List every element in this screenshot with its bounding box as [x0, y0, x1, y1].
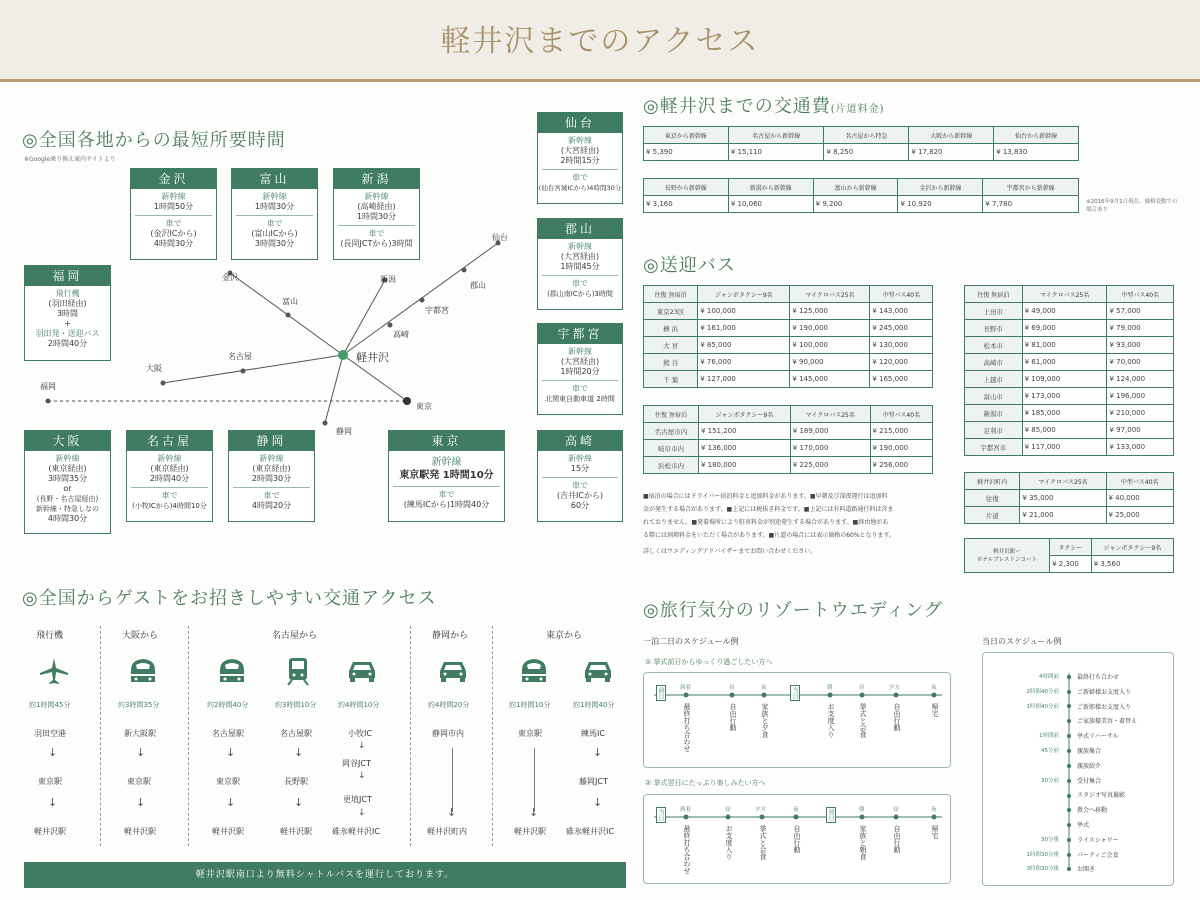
route-time: 約1時間45分 [29, 701, 71, 709]
schedule-event: お支度入り [725, 825, 733, 860]
city-box-utsunomiya: 宇都宮 新幹線 (大宮経由) 1時間20分 車で 北関東自動車道 2時間 [537, 323, 623, 415]
route-node: 岡谷JCT [342, 759, 371, 768]
plan-1-label: ① 挙式前日からゆっくり過ごしたい方へ [645, 658, 773, 666]
table-row: 長野市 ¥ 69,000 ¥ 79,000 [965, 320, 1174, 337]
route-node: 羽田空港 [34, 729, 66, 738]
table-row: ¥ 2,300 ¥ 3,560 [965, 556, 1174, 573]
map-label-utsunomiya: 宇都宮 [425, 306, 449, 315]
fares-title: ◎軽井沢までの交通費(片道料金) [643, 96, 885, 117]
day-tag: 翌日 [827, 809, 834, 821]
route-node: 名古屋駅 [212, 729, 244, 738]
route-time: 約3時間10分 [275, 701, 317, 709]
table-row: 岐阜市内 ¥ 136,000 ¥ 170,000 ¥ 190,000 [644, 440, 933, 457]
table-row: 横 浜 ¥ 161,000 ¥ 190,000 ¥ 245,000 [644, 320, 933, 337]
schedule-event: 最終打ち合わせ [683, 825, 691, 874]
route-time: 約3時間35分 [118, 701, 160, 709]
city-box-takasaki: 高崎 新幹線 15分 車で (吉井ICから) 60分 [537, 430, 623, 522]
bus-table-3: 往復 無宿泊 マイクロバス25名 中型バス40名 上田市 ¥ 49,000 ¥ 57,000 長野市 ¥ 69,000 ¥ 79,000 松本市 ¥ 81,000 ¥ 93,000 高崎市 ¥ 61,000 ¥ 70,000 上越市 ¥ 109,000 ¥ 124,000 富山市 ¥ 173,000 ¥ 196,000 新潟市 ¥ 185,000 ¥ 210,000 足利市 ¥ 85,000 ¥ 97,000 宇都宮市 ¥ 117,000 ¥ 133,000 [964, 285, 1174, 456]
same-day-label: 当日のスケジュール例 [982, 637, 1062, 646]
schedule-event: 自由行動 [729, 703, 737, 731]
timeline-row: 挙式 [1077, 821, 1090, 829]
timeline-row: 4時間前 最終打ち合わせ [1039, 674, 1120, 681]
group-header-nagoya: 名古屋から [272, 631, 318, 641]
route-time: 約4時間10分 [338, 701, 380, 709]
plan-1-schedule: 前日 当日 到着 昼 夜 朝 昼 夕方 夜 最終打ち合わせ 自由行動 家族と夕食 お支度入り 挙式と会食 自由行動 帰宅 [643, 672, 951, 768]
resort-title: ◎旅行気分のリゾートウエディング [643, 600, 943, 621]
city-box-sendai: 仙台 新幹線 (大宮経由) 2時間15分 車で (仙台宮城ICから)4時間30分 [537, 112, 623, 204]
city-box-fukuoka: 福岡 飛行機 (羽田経由) 3時間 + 羽田発・送迎バス 2時間40分 [24, 265, 111, 361]
route-node: 静岡市内 [432, 729, 464, 738]
plan-2-label: ② 挙式翌日にたっぷり楽しみたい方へ [645, 779, 766, 787]
route-node: 軽井沢町内 [427, 827, 467, 836]
map-label-fukuoka: 福岡 [40, 382, 56, 391]
map-label-koriyama: 郡山 [470, 281, 486, 290]
city-box-tokyo: 東京 新幹線 東京駅発 1時間10分 車で (練馬ICから)1時間40分 [388, 430, 505, 522]
city-box-osaka: 大阪 新幹線 (東京経由) 3時間35分 or (長野・名古屋経由) 新幹線・特急しなの 4時間30分 [24, 430, 111, 534]
route-node: 東京駅 [38, 777, 62, 786]
fares-table-1 [643, 126, 1079, 161]
table-row: 千 葉 ¥ 127,000 ¥ 145,000 ¥ 165,000 [644, 371, 933, 388]
map-label-toyama: 富山 [282, 297, 298, 306]
route-node: 更埴JCT [343, 795, 372, 804]
guest-access-title: ◎全国からゲストをお招きしやすい交通アクセス [22, 588, 437, 609]
timeline-row: 2時間40分前 ご新婦様お支度入り [1026, 688, 1132, 696]
route-node: 東京駅 [518, 729, 542, 738]
route-time: 約1時間10分 [509, 701, 551, 709]
bus-title: ◎送迎バス [643, 255, 736, 276]
schedule-event: 家族と朝食 [859, 825, 867, 860]
table-row: 新潟市 ¥ 185,000 ¥ 210,000 [965, 405, 1174, 422]
two-day-label: 一泊二日のスケジュール例 [643, 637, 739, 646]
map-label-takasaki: 高崎 [393, 330, 409, 339]
route-node: 軽井沢駅 [34, 827, 66, 836]
timeline-row: 30分後 ライスシャワー [1041, 836, 1119, 844]
route-node: 名古屋駅 [280, 729, 312, 738]
timeline-row: 45分前 親族集合 [1041, 747, 1102, 755]
route-time: 約1時間40分 [573, 701, 615, 709]
timeline-row: ご家族様美容・着替え [1077, 718, 1138, 726]
bus-table-4: 軽井沢町内 マイクロバス25名 中型バス40名 往復 ¥ 35,000 ¥ 40,000 片道 ¥ 21,000 ¥ 25,000 [964, 472, 1174, 524]
shinkansen-icon [127, 656, 159, 686]
map-label-nagoya: 名古屋 [228, 352, 252, 361]
train-icon [284, 656, 312, 686]
shortest-time-title: ◎全国各地からの最短所要時間 [22, 130, 286, 151]
map-label-kanazawa: 金沢 [222, 273, 238, 282]
same-day-schedule [982, 652, 1174, 886]
route-node: 藤岡JCT [579, 777, 608, 786]
city-box-nagoya: 名古屋 新幹線 (東京経由) 2時間40分 車で (小牧ICから)4時間10分 [126, 430, 213, 522]
route-node: 軽井沢駅 [212, 827, 244, 836]
group-header-shizuoka: 静岡から [432, 631, 469, 641]
table-row: 足利市 ¥ 85,000 ¥ 97,000 [965, 422, 1174, 439]
schedule-event: 自由行動 [893, 703, 901, 731]
route-osaka [163, 355, 343, 383]
map-label-center: 軽井沢 [356, 351, 389, 364]
route-node: 小牧IC [348, 729, 372, 738]
bus-table-5: 軽井沢駅ー ホテルブレストンコート タクシー ジャンボタクシー9名 ¥ 2,300 ¥ 3,560 [964, 538, 1174, 573]
table-row: 往復 ¥ 35,000 ¥ 40,000 [965, 490, 1174, 507]
table-row: 高崎市 ¥ 61,000 ¥ 70,000 [965, 354, 1174, 371]
route-time: 約4時間20分 [428, 701, 470, 709]
bus-table-1: 往復 無宿泊 ジャンボタクシー9名 マイクロバス25名 中型バス40名 東京23区 ¥ 100,000 ¥ 125,000 ¥ 143,000 横 浜 ¥ 161,000 ¥ 190,000 ¥ 245,000 大 宮 ¥ 85,000 ¥ 100,000 ¥ 130,000 熊 谷 ¥ 76,000 ¥ 90,000 ¥ 120,000 千 葉 ¥ 127,000 ¥ 145,000 ¥ 165,000 [643, 285, 933, 388]
car-icon [582, 658, 614, 684]
bus-table-2: 往復 無宿泊 ジャンボタクシー9名 マイクロバス25名 中型バス40名 名古屋市内 ¥ 151,200 ¥ 189,000 ¥ 215,000 岐阜市内 ¥ 136,000 ¥ 170,000 ¥ 190,000 浜松市内 ¥ 180,000 ¥ 225,000 ¥ 256,000 [643, 405, 933, 474]
shuttle-bus-banner: 軽井沢駅南口より無料シャトルバスを運行しております。 [24, 862, 626, 888]
route-node: 碓氷軽井沢IC [566, 827, 614, 836]
day-tag: 当日 [657, 809, 664, 821]
karuizawa-marker [338, 350, 348, 360]
airplane-icon [38, 656, 70, 686]
schedule-event: 自由行動 [893, 825, 901, 853]
table-row: 上越市 ¥ 109,000 ¥ 124,000 [965, 371, 1174, 388]
car-icon [346, 658, 378, 684]
fares-note: ※2016年9月1日現在、価格変動での場合あり [1086, 199, 1178, 213]
timeline-row: 3時間30分後 お開き [1026, 866, 1096, 874]
table-row: ¥ 3,160 ¥ 10,060 ¥ 9,200 ¥ 10,920 ¥ 7,780 [644, 196, 1079, 213]
day-tag: 当日 [791, 687, 798, 699]
schedule-event: 自由行動 [793, 825, 801, 853]
plan-2-schedule: 当日 翌日 到着 昼 夕方 夜 朝 昼 夜 最終打ち合わせ お支度入り 挙式と会食 自由行動 家族と朝食 自由行動 帰宅 [643, 794, 951, 884]
route-node: 長野駅 [284, 777, 308, 786]
schedule-event: お支度入り [827, 703, 835, 738]
table-row: 浜松市内 ¥ 180,000 ¥ 225,000 ¥ 256,000 [644, 457, 933, 474]
timeline-row: 1時間前 挙式リハーサル [1039, 733, 1119, 741]
timeline-row: 1時間30分後 パーティご会食 [1026, 851, 1119, 859]
page-title: 軽井沢までのアクセス [440, 24, 760, 59]
map-label-tokyo: 東京 [416, 402, 432, 411]
route-node: 軽井沢駅 [514, 827, 546, 836]
table-row: 松本市 ¥ 81,000 ¥ 93,000 [965, 337, 1174, 354]
route-node: 軽井沢駅 [280, 827, 312, 836]
fares-table-2 [643, 178, 1079, 213]
table-row: 熊 谷 ¥ 76,000 ¥ 90,000 ¥ 120,000 [644, 354, 933, 371]
timeline-row: 親族紹介 [1077, 762, 1102, 770]
schedule-event: 最終打ち合わせ [683, 703, 691, 752]
timeline-list [1003, 672, 1173, 879]
table-row: 東京23区 ¥ 100,000 ¥ 125,000 ¥ 143,000 [644, 303, 933, 320]
route-node: 碓氷軽井沢IC [332, 827, 380, 836]
table-row: ¥ 5,390 ¥ 15,110 ¥ 8,250 ¥ 17,820 ¥ 13,830 [644, 144, 1079, 161]
table-row: 富山市 ¥ 173,000 ¥ 196,000 [965, 388, 1174, 405]
route-node: 練馬IC [581, 729, 605, 738]
shinkansen-icon [518, 656, 550, 686]
page-header [0, 0, 1200, 82]
route-node: 新大阪駅 [124, 729, 156, 738]
city-box-koriyama: 郡山 新幹線 (大宮経由) 1時間45分 車で (郡山南ICから)3時間 [537, 218, 623, 310]
map-label-osaka: 大阪 [146, 364, 162, 373]
schedule-event: 帰宅 [931, 703, 939, 717]
city-box-toyama: 富山 新幹線 1時間30分 車で (富山ICから) 3時間30分 [231, 168, 318, 260]
group-header-tokyo: 東京から [546, 631, 583, 641]
table-row: 大 宮 ¥ 85,000 ¥ 100,000 ¥ 130,000 [644, 337, 933, 354]
route-shizuoka [325, 355, 343, 423]
table-header-row: 東京から新幹線 名古屋から新幹線 名古屋から特急 大阪から新幹線 仙台から新幹線 [644, 127, 1079, 144]
city-box-niigata: 新潟 新幹線 (高崎経由) 1時間30分 車で (長岡JCTから)3時間 [333, 168, 420, 260]
table-row: 宇都宮市 ¥ 117,000 ¥ 133,000 [965, 439, 1174, 456]
day-tag: 前日 [657, 687, 664, 699]
timeline-row: 1時間40分前 ご新郎様お支度入り [1026, 703, 1132, 711]
city-box-shizuoka: 静岡 新幹線 (東京経由) 2時間30分 車で 4時間20分 [228, 430, 315, 522]
route-niigata [343, 280, 385, 355]
bus-notes: ■宿泊の場合にはドライバー宿泊料金と追加料金があります。■早朝及び深夜運行は追加料 金が発生する場合があります。■上記には税抜き料金です。■上記には有料道路通行料は含ま れておりません。■発着場所により駐車料金が別途発生する場合があります。■経由地があ る際には割増料金をいただく場合があります。■片道の場合には表示価格の60%となります。 詳しくはウエディングアドバイザーまでお問い合わせください。 [643, 493, 896, 555]
table-row: 片道 ¥ 21,000 ¥ 25,000 [965, 507, 1174, 524]
timeline-row: 教会へ移動 [1077, 807, 1108, 815]
city-name: 金沢 [131, 169, 216, 189]
table-row: 上田市 ¥ 49,000 ¥ 57,000 [965, 303, 1174, 320]
group-header-airplane: 飛行機 [36, 631, 64, 641]
schedule-event: 挙式と会食 [859, 703, 867, 738]
route-time: 約2時間40分 [207, 701, 249, 709]
route-node: 東京駅 [127, 777, 151, 786]
timeline-row: 30分前 受付集合 [1041, 777, 1102, 785]
car-icon [437, 658, 469, 684]
shortest-time-note: ※Google乗り換え案内サイトより [24, 156, 116, 163]
table-header-row: 長野から新幹線 新潟から新幹線 富山から新幹線 金沢から新幹線 宇都宮から新幹線 [644, 179, 1079, 196]
route-node: 軽井沢駅 [124, 827, 156, 836]
shinkansen-icon [216, 656, 248, 686]
map-label-shizuoka: 静岡 [336, 427, 352, 436]
map-label-sendai: 仙台 [492, 233, 508, 242]
schedule-event: 帰宅 [931, 825, 939, 839]
schedule-event: 挙式と会食 [759, 825, 767, 860]
timeline-row: スタジオ写真撮影 [1077, 792, 1126, 800]
schedule-event: 家族と夕食 [761, 703, 769, 738]
city-box-kanazawa: 金沢 新幹線 1時間50分 車で (金沢ICから) 4時間30分 [130, 168, 217, 260]
table-row: 名古屋市内 ¥ 151,200 ¥ 189,000 ¥ 215,000 [644, 423, 933, 440]
route-node: 東京駅 [216, 777, 240, 786]
map-label-niigata: 新潟 [380, 275, 396, 284]
group-header-osaka: 大阪から [122, 631, 159, 641]
